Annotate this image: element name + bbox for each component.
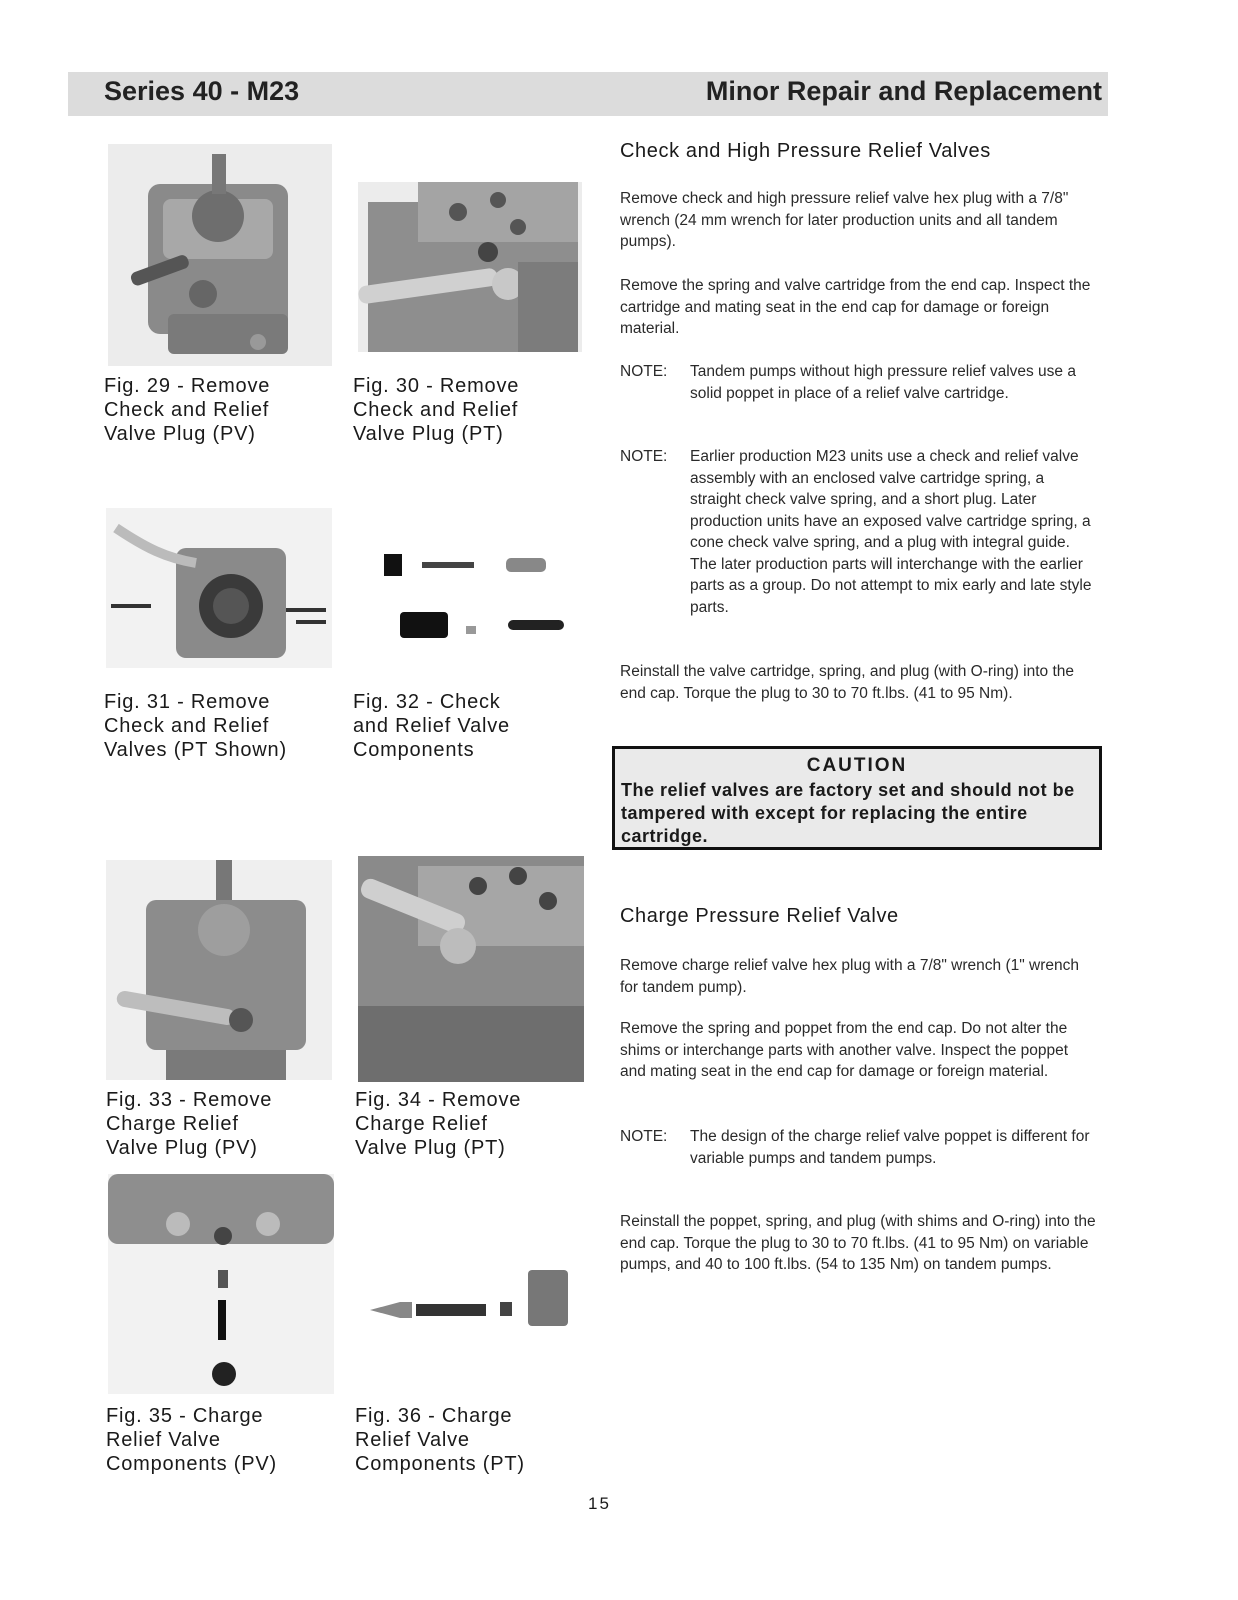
fig-32-photo [380, 548, 580, 648]
fig-36-photo [360, 1210, 586, 1350]
fig-35-caption [106, 1404, 346, 1476]
caption-line: Charge Relief [106, 1113, 239, 1135]
section-title-check-relief: Check and High Pressure Relief Valves [620, 140, 991, 162]
caption-line: Relief Valve [355, 1429, 470, 1451]
caption-line: Fig. 33 - Remove [106, 1089, 273, 1111]
caption-line: Fig. 34 - Remove [355, 1089, 522, 1111]
paragraph: Reinstall the poppet, spring, and plug (with shims and O-ring) into the end cap. Torque the plug to 30 to 70 ft.lbs. (41 to 95 Nm) on variable pumps, and 40 to 100 ft.lbs. (54 to 135 Nm) on tandem pumps. [620, 1213, 1096, 1273]
paragraph: Remove the spring and poppet from the end cap. Do not alter the shims or interchange parts with another valve. Inspect the poppet and mating seat in the end cap for damage or foreign material. [620, 1020, 1069, 1080]
fig-34-caption [355, 1088, 595, 1160]
note-label: NOTE: [620, 1128, 668, 1145]
fig-29-caption [104, 374, 344, 446]
fig-31-caption [104, 690, 344, 762]
paragraph: Remove charge relief valve hex plug with a 7/8" wrench (1" wrench for tandem pump). [620, 957, 1080, 996]
caption-line: Valve Plug (PT) [355, 1137, 506, 1159]
caption-line: Fig. 35 - Charge [106, 1405, 264, 1427]
page-header [68, 72, 1108, 116]
section-title-charge-relief: Charge Pressure Relief Valve [620, 905, 899, 927]
fig-33-caption [106, 1088, 346, 1160]
note-label: NOTE: [620, 363, 668, 380]
caption-line: Components (PV) [106, 1453, 277, 1475]
fig-32-caption [353, 690, 593, 762]
caption-line: Check and Relief [104, 399, 270, 421]
header-section: Minor Repair and Replacement [705, 76, 1102, 106]
caption-line: Fig. 32 - Check [353, 691, 501, 713]
fig-31-photo [106, 508, 332, 668]
caption-line: Fig. 31 - Remove [104, 691, 271, 713]
fig-29-photo [108, 144, 332, 366]
fig-35-photo [108, 1174, 334, 1394]
note-text: Earlier production M23 units use a check and relief valve assembly with an enclosed valve cartridge spring, a straight check valve spring, and a short plug. Later production units have an exposed valve cartridge spring, a cone check valve spring, and a plug with integral guide. The later production parts will interchange with the earlier parts as a group. Do not attempt to mix early and late style parts. [690, 448, 1092, 616]
caption-line: Fig. 29 - Remove [104, 375, 271, 397]
caption-line: and Relief Valve [353, 715, 510, 737]
paragraph: Remove check and high pressure relief valve hex plug with a 7/8" wrench (24 mm wrench for later production units and all tandem pumps). [620, 190, 1069, 250]
caution-box [612, 746, 1102, 850]
caption-line: Valve Plug (PV) [104, 423, 256, 445]
caption-line: Valve Plug (PV) [106, 1137, 258, 1159]
caption-line: Valve Plug (PT) [353, 423, 504, 445]
caption-line: Valves (PT Shown) [104, 739, 287, 761]
caption-line: Check and Relief [104, 715, 270, 737]
header-series: Series 40 - M23 [104, 76, 300, 106]
note-text: Tandem pumps without high pressure relief valves use a solid poppet in place of a relief valve cartridge. [690, 363, 1076, 402]
caution-text: The relief valves are factory set and should not be tampered with except for replacing the entire cartridge. [621, 780, 1075, 846]
caption-line: Relief Valve [106, 1429, 221, 1451]
fig-33-photo [106, 860, 332, 1080]
caution-title: CAUTION [806, 755, 908, 776]
caption-line: Components (PT) [355, 1453, 525, 1475]
caption-line: Charge Relief [355, 1113, 488, 1135]
fig-36-caption [355, 1404, 595, 1476]
page-number: 15 [588, 1494, 611, 1513]
caption-line: Fig. 30 - Remove [353, 375, 520, 397]
caption-line: Fig. 36 - Charge [355, 1405, 513, 1427]
note-text: The design of the charge relief valve poppet is different for variable pumps and tandem pumps. [690, 1128, 1090, 1167]
caption-line: Check and Relief [353, 399, 519, 421]
caption-line: Components [353, 739, 475, 761]
paragraph: Reinstall the valve cartridge, spring, and plug (with O-ring) into the end cap. Torque the plug to 30 to 70 ft.lbs. (41 to 95 Nm). [620, 663, 1075, 702]
fig-34-photo [358, 856, 584, 1082]
fig-30-photo [358, 182, 582, 352]
note-label: NOTE: [620, 448, 668, 465]
paragraph: Remove the spring and valve cartridge from the end cap. Inspect the cartridge and mating seat in the end cap for damage or foreign material. [620, 277, 1091, 337]
fig-30-caption [353, 374, 593, 446]
